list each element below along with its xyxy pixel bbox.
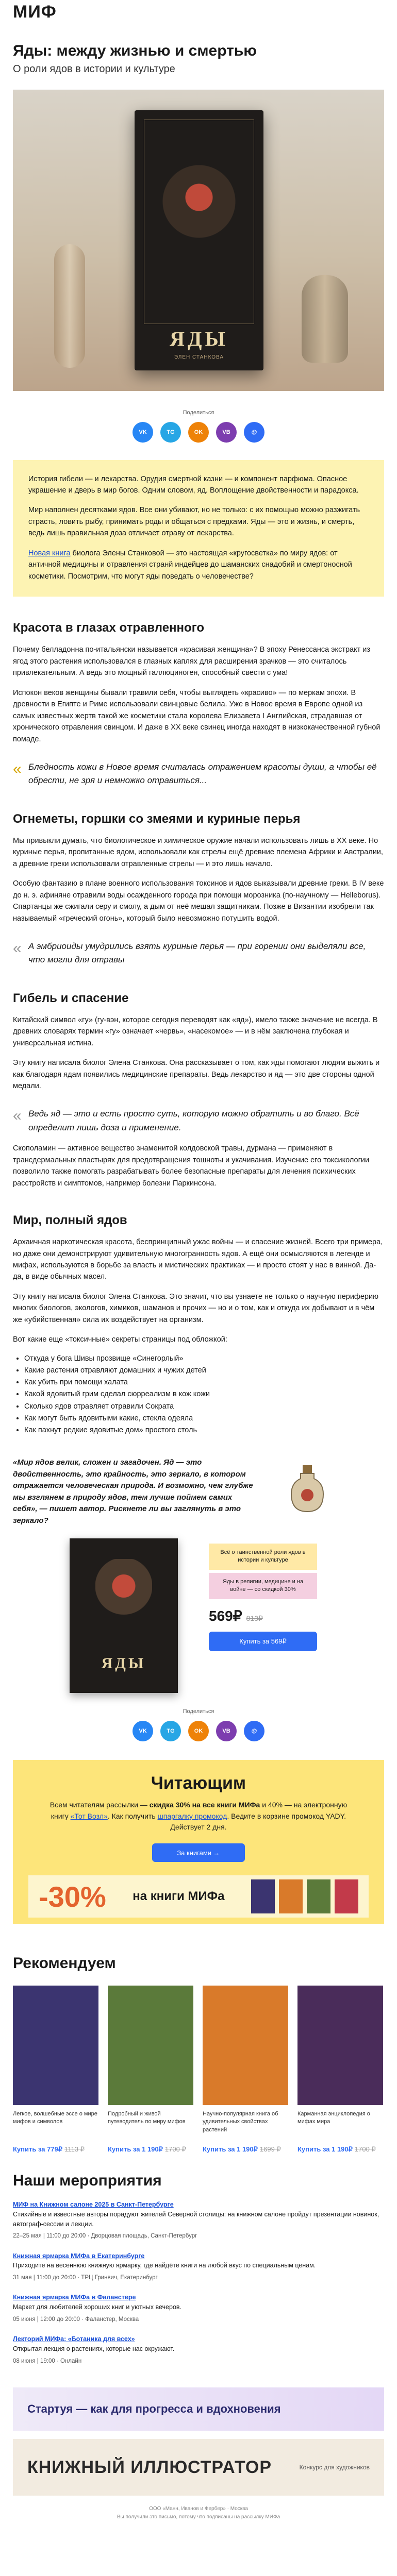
paragraph: Особую фантазию в плане военного использования токсинов и ядов выказывали древние греки. В IV веке до н. э. афиняне отравили воды осажденного города при помощи морозника (по-научному — Helleborus). Спартанцы же сжигали серу и смолу, а дым от неё мешал защитникам. Позже в Византии изобрели так называемый «греческий огонь», который было невозможно потушить водой. bbox=[13, 879, 384, 923]
recommend-book-desc: Карманная энциклопедия о мифах мира bbox=[297, 2111, 370, 2125]
recommend-book-desc: Подробный и живой путеводитель по миру мифов bbox=[108, 2111, 186, 2125]
share-label: Поделиться bbox=[183, 1708, 214, 1715]
ok-icon[interactable]: OK bbox=[188, 1721, 209, 1741]
event-item bbox=[13, 2334, 384, 2366]
recommend-old-price: 1113 ₽ bbox=[64, 2145, 85, 2154]
recommend-buy-link[interactable] bbox=[297, 2145, 383, 2154]
poison-bottle-icon bbox=[287, 1463, 327, 1514]
price-current: 569₽ bbox=[209, 1607, 242, 1624]
product-info bbox=[209, 1544, 317, 1651]
event-title-link[interactable]: Лекторий МИФа: «Ботаника для всех» bbox=[13, 2335, 135, 2343]
event-description: Стихийные и известные авторы порадуют жителей Северной столицы: на книжном салоне пройдут презентации новинок, автограф-сессии и лекции. bbox=[13, 2210, 379, 2228]
secrets-list bbox=[13, 1353, 384, 1436]
startup-banner-text: Стартуя — как для прогресса и вдохновения bbox=[27, 2402, 281, 2415]
section-heading: Красота в глазах отравленного bbox=[13, 621, 205, 635]
events-section bbox=[13, 2172, 384, 2366]
recommend-book-cover[interactable] bbox=[297, 1986, 383, 2105]
recommend-old-price: 1700 ₽ bbox=[164, 2145, 186, 2154]
paragraph: Почему белладонна по-итальянски называется «красивая женщина»? В эпоху Ренессанса экстракт из ягод этого растения использовался в глазных каплях для расширения зрачков — это считалось привлекательным. А ведь это мощный галлюциноген, способный свести с ума! bbox=[13, 646, 371, 677]
product-price bbox=[209, 1607, 317, 1624]
promo-code-link[interactable]: шпаргалку промокод bbox=[157, 1811, 227, 1820]
to-books-button[interactable]: За книгами → bbox=[152, 1843, 245, 1862]
ebook-link[interactable]: «Тот Возл» bbox=[70, 1811, 108, 1820]
paragraph: Китайский символ «гу» (гу-вэн, которое сегодня переводят как «яд»), имело также значение не всегда. В древних словарях термин «гу» означает «червь», «насекомое» — и в нём заключена глубокая и универсальная истина. bbox=[13, 1015, 378, 1047]
event-title-link[interactable]: Книжная ярмарка МИФа в Фаланстере bbox=[13, 2294, 136, 2301]
product-book-art bbox=[95, 1559, 152, 1636]
section-heading: Мир, полный ядов bbox=[13, 1213, 127, 1228]
reader-offer bbox=[13, 1760, 384, 1924]
author-quote-block bbox=[13, 1457, 384, 1525]
recommend-card[interactable] bbox=[13, 1986, 98, 2154]
banner-book bbox=[335, 1879, 358, 1913]
pull-quote: « Бледность кожи в Новое время считалась отражением красоты души, а чтобы её обрести, не зря и немножко отравиться... bbox=[13, 760, 384, 788]
recommend-book-cover[interactable] bbox=[203, 1986, 288, 2105]
share-label: Поделиться bbox=[183, 409, 214, 416]
share-icons bbox=[13, 1721, 384, 1741]
paragraph: Эту книгу написала биолог Элена Станкова. Это значит, что вы узнаете не только о научную периферию многих биологов, экологов, химиков, шаманов и прочих — но и о том, как и откуда их добывают и в чём же «убийственная» сила их воздействует на организм. bbox=[13, 1292, 378, 1324]
telegram-icon[interactable]: TG bbox=[160, 1721, 181, 1741]
reader-text: . Как получить bbox=[107, 1811, 158, 1820]
recommend-book-desc: Легкое, волшебные эссе о мире мифов и символов bbox=[13, 2111, 97, 2125]
section-heading: Гибель и спасение bbox=[13, 991, 129, 1005]
brand-logo[interactable]: МИФ bbox=[13, 2, 57, 22]
paragraph: Скополамин — активное вещество знаменитой колдовской травы, дурмана — применяют в трансдермальных пластырях для предотвращения тошноты и укачивания. Изучение его токсикологии позволило также помогать разрабатывать более безопасные препараты для лечения психических расстройств и симптомов, например болезни Паркинсона. bbox=[13, 1144, 370, 1188]
product-book-title: ЯДЫ bbox=[101, 1655, 146, 1672]
section-heading: Огнеметы, горшки со змеями и куриные перья bbox=[13, 811, 301, 826]
cover-book-title: ЯДЫ bbox=[170, 327, 228, 350]
recommend-buy-link[interactable] bbox=[108, 2145, 193, 2154]
product-card bbox=[13, 1538, 384, 1693]
decor-vase-right bbox=[302, 275, 348, 363]
illustrator-banner-title: КНИЖНЫЙ ИЛЛЮСТРАТОР bbox=[27, 2457, 272, 2477]
events-heading: Наши мероприятия bbox=[13, 2172, 162, 2190]
event-meta: 31 мая | 11:00 до 20:00 · ТРЦ Гринвич, Екатеринбург bbox=[13, 2275, 158, 2281]
event-description: Маркет для любителей хороших книг и уютных вечеров. bbox=[13, 2303, 182, 2311]
footer-line: ООО «Манн, Иванов и Фербер» · Москва bbox=[149, 2505, 248, 2512]
startup-banner[interactable] bbox=[13, 2387, 384, 2431]
discount-banner[interactable] bbox=[28, 1875, 369, 1918]
recommend-heading: Рекомендуем bbox=[13, 1955, 116, 1972]
intro-paragraph: История гибели — и лекарства. Орудия смертной казни — и компонент парфюма. Опасное украшение и дверь в мир богов. Одним словом, яд. Воплощение двойственности и парадокса. bbox=[28, 474, 359, 495]
section-death-salvation bbox=[13, 991, 384, 1189]
cover-image bbox=[13, 90, 384, 391]
recommend-old-price: 1699 ₽ bbox=[259, 2145, 281, 2154]
list-item: • Какой ядовитый грим сделал сюрреализм в кож кожи bbox=[24, 1388, 384, 1400]
event-meta: 05 июня | 12:00 до 20:00 · Фаланстер, Москва bbox=[13, 2316, 139, 2323]
decor-vase-left bbox=[54, 244, 85, 368]
discount-caption: на книги МИФа bbox=[133, 1889, 225, 1903]
paragraph: Испокон веков женщины бывали травили себя, чтобы выглядеть «красиво» — по меркам эпохи. В древности в Египте и Риме использовали свинцовые белила. Уже в Новое время в Европе одной из самых известных жертв такой же косметики стала королева Елизавета I Английская, страдавшая от хронического отравления свинцом. И даже в XX веке свинец иногда находят в низкокачественной губной помаде. bbox=[13, 688, 381, 743]
reader-text: и 40% — на электронную книгу bbox=[51, 1801, 348, 1820]
article-subtitle: О роли ядов в истории и культуре bbox=[13, 63, 175, 75]
author-quote: «Мир ядов велик, сложен и загадочен. Яд — это двойственность, это крайность, это зеркало, в котором отражается человеческая природа. И возможно, чем глубже мы взглянем в природу ядов, тем лучше поймем самих себя», — пишет автор. Рискнете ли вы заглянуть в это зеркало? bbox=[13, 1458, 253, 1525]
footer-line: Вы получили это письмо, потому что подписаны на рассылку МИФа bbox=[117, 2514, 280, 2520]
illustrator-banner-sub: Конкурс для художников bbox=[299, 2463, 370, 2471]
event-meta: 22–25 мая | 11:00 до 20:00 · Дворцовая площадь, Санкт-Петербург bbox=[13, 2233, 197, 2240]
event-description: Открытая лекция о растениях, которые нас окружают. bbox=[13, 2345, 175, 2352]
recommend-price: Купить за 1 190₽ bbox=[108, 2145, 163, 2154]
event-title-link[interactable]: МИФ на Книжном салоне 2025 в Санкт-Петербурге bbox=[13, 2201, 174, 2209]
event-meta: 08 июня | 19:00 · Онлайн bbox=[13, 2358, 82, 2364]
share-block bbox=[13, 410, 384, 443]
intro-paragraph bbox=[28, 548, 369, 582]
event-item bbox=[13, 2200, 384, 2241]
recommend-card[interactable] bbox=[203, 1986, 288, 2154]
intro-text: биолога Элены Станковой — это настоящая «кругосветка» по миру ядов: от античной медицины и отравления странй индейцев до шаманских снадобий и смертоносной косметики. Посмотрим, что могут яды поведать о человечестве? bbox=[28, 549, 352, 581]
product-badge: Всё о таинственной роли ядов в истории и культуре bbox=[209, 1544, 317, 1570]
recommend-buy-link[interactable] bbox=[13, 2145, 98, 2154]
reader-text: Всем читателям рассылки — bbox=[49, 1801, 150, 1809]
share-icons bbox=[13, 422, 384, 443]
vk-icon[interactable]: VK bbox=[133, 1721, 153, 1741]
section-world-of-poisons bbox=[13, 1213, 384, 1436]
intro-box bbox=[13, 460, 384, 597]
reader-description bbox=[13, 1793, 384, 1833]
recommend-book-desc: Научно-популярная книга об удивительных свойствах растений bbox=[203, 2111, 278, 2133]
pull-quote: « Ведь яд — это и есть просто суть, которую можно обратить и во благо. Всё определит лишь доза и применение. bbox=[13, 1107, 384, 1134]
vk-icon[interactable]: VK bbox=[133, 422, 153, 443]
list-item: • Как могут быть ядовитыми какие, стекла одеяла bbox=[24, 1413, 384, 1425]
reader-text: . Ведите в корзине промокод YADY. Действует 2 дня. bbox=[170, 1811, 346, 1832]
mail-icon[interactable]: @ bbox=[244, 422, 264, 443]
recommend-buy-link[interactable] bbox=[203, 2145, 288, 2154]
header bbox=[13, 0, 384, 22]
intro-paragraph: Мир наполнен десятками ядов. Все они убивают, но не только: с их помощью можно разжигать страсть, ловить рыбу, принимать роды и общаться с предками. Яды — это и жизнь, и смерть, ведь лишь правильная доза отличает отраву от лекарства. bbox=[28, 506, 360, 538]
recommend-price: Купить за 1 190₽ bbox=[297, 2145, 353, 2154]
discount-percent: -30% bbox=[39, 1880, 106, 1913]
pull-quote: « А эмбриоиды умудрились взять куриные перья — при горении они выделяли все, что могли для отравы bbox=[13, 940, 384, 967]
event-title-link[interactable]: Книжная ярмарка МИФа в Екатеринбурге bbox=[13, 2252, 145, 2260]
banner-book bbox=[307, 1879, 330, 1913]
recommend-book-cover[interactable] bbox=[13, 1986, 98, 2105]
buy-button[interactable]: Купить за 569₽ bbox=[209, 1632, 317, 1651]
product-badge-discount: Яды в религии, медицине и на войне — со скидкой 30% bbox=[209, 1573, 317, 1599]
cover-book bbox=[135, 110, 263, 370]
event-description: Приходите на весеннюю книжную ярмарку, где найдёте книги на любой вкус по специальным ценам. bbox=[13, 2262, 316, 2269]
reader-text-bold: скидка 30% на все книги МИФа bbox=[149, 1801, 260, 1809]
banner-book bbox=[279, 1879, 303, 1913]
banner-book bbox=[251, 1879, 275, 1913]
footer bbox=[13, 2505, 384, 2521]
price-old: 813₽ bbox=[246, 1614, 263, 1622]
illustrator-banner[interactable] bbox=[13, 2439, 384, 2496]
ok-icon[interactable]: OK bbox=[188, 422, 209, 443]
event-item bbox=[13, 2293, 384, 2324]
list-item: • Как пахнут редкие ядовитые дом» простого столь bbox=[24, 1425, 384, 1436]
product-book-cover[interactable] bbox=[70, 1538, 178, 1693]
recommend-old-price: 1700 ₽ bbox=[354, 2145, 376, 2154]
recommend-price: Купить за 1 190₽ bbox=[203, 2145, 258, 2154]
telegram-icon[interactable]: TG bbox=[160, 422, 181, 443]
recommend-grid bbox=[13, 1986, 384, 2154]
mail-icon[interactable]: @ bbox=[244, 1721, 264, 1741]
list-item: • Сколько ядов отравляет отравили Сократа bbox=[24, 1401, 384, 1413]
recommend-card[interactable] bbox=[108, 1986, 193, 2154]
viber-icon[interactable]: VB bbox=[216, 1721, 237, 1741]
reader-title: Читающим bbox=[151, 1773, 246, 1793]
new-book-link[interactable]: Новая книга bbox=[28, 549, 71, 557]
recommend-card[interactable] bbox=[297, 1986, 383, 2154]
event-item bbox=[13, 2251, 384, 2283]
list-intro: Вот какие еще «токсичные» секреты страницы под обложкой: bbox=[13, 1335, 227, 1344]
paragraph: Мы привыкли думать, что биологическое и химическое оружие начали использовать лишь в XX веке. Но куриные перья, пропитанные ядом, использовали как стрелы ещё древние племена Африки и Австралии, а древние греки использовали отравленные стрелы — и это лишь начало. bbox=[13, 836, 383, 868]
cover-book-art bbox=[144, 120, 254, 324]
banner-books bbox=[251, 1879, 358, 1913]
list-item: • Как убить при помощи халата bbox=[24, 1377, 384, 1388]
viber-icon[interactable]: VB bbox=[216, 422, 237, 443]
section-weapons bbox=[13, 811, 384, 967]
share-block-bottom bbox=[13, 1708, 384, 1741]
cover-book-author: ЭЛЕН СТАНКОВА bbox=[174, 354, 224, 360]
paragraph: Архаичная наркотическая красота, беспринципный ужас войны — и спасение жизней. Всего три примера, но даже они демонстрируют удивительную многогранность ядов. А ещё они осмысляются в легенде и мифах, используются в борьбе за власть и мистических практиках — и просто стоят у нас в винной. Да-да, в виде обычных масел. bbox=[13, 1238, 383, 1281]
recommend-book-cover[interactable] bbox=[108, 1986, 193, 2105]
section-beauty bbox=[13, 620, 384, 787]
paragraph: Эту книгу написала биолог Элена Станкова. Она рассказывает о том, как яды помогают людям выжить и как благодаря ядам появились медицинские препараты. Ведь лекарство и яд — это две стороны одной медали. bbox=[13, 1059, 380, 1090]
events-list bbox=[13, 2200, 384, 2366]
list-item: • Какие растения отравляют домашних и чужих детей bbox=[24, 1365, 384, 1377]
recommend-price: Купить за 779₽ bbox=[13, 2145, 63, 2154]
recommendations bbox=[13, 1955, 384, 2154]
list-item: • Откуда у бога Шивы прозвище «Синегорлый» bbox=[24, 1353, 384, 1365]
article-title: Яды: между жизнью и смертью bbox=[13, 42, 257, 59]
